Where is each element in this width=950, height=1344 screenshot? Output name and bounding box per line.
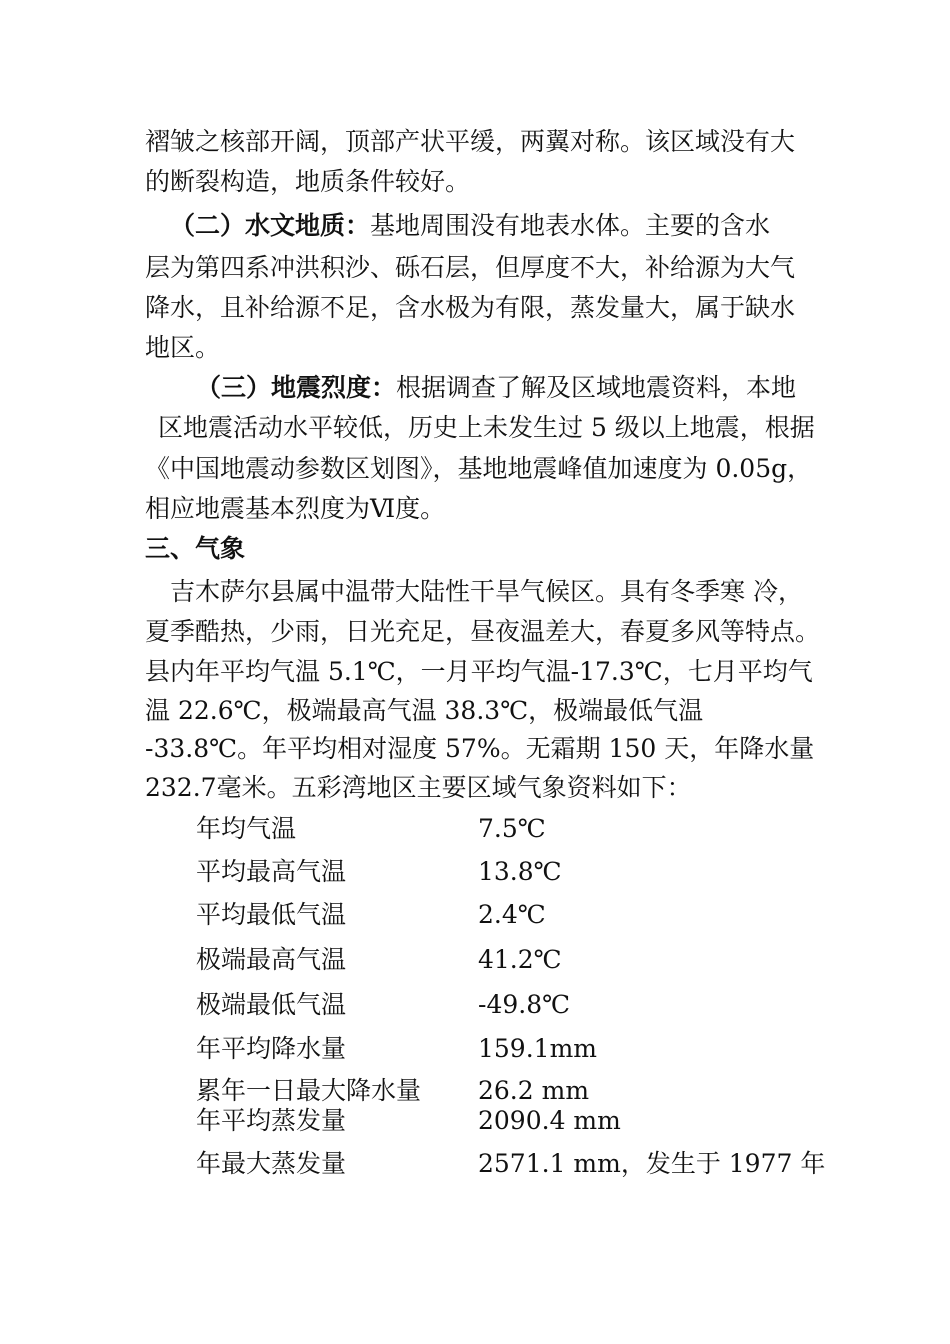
- seismic-paragraph-line-1: [196, 372, 796, 404]
- climate-row-label: 累年一日最大降水量: [196, 1076, 422, 1105]
- climate-row-label: 极端最低气温: [196, 990, 347, 1019]
- climate-row-label: 平均最低气温: [196, 900, 347, 929]
- hydrology-line-3: 降水，且补给源不足，含水极为有限，蒸发量大，属于缺水: [145, 293, 796, 322]
- seismic-line-4: 相应地震基本烈度为Ⅵ度。: [145, 494, 446, 523]
- climate-heading: 三、气象: [145, 534, 246, 563]
- climate-row-value: -49.8℃: [478, 990, 571, 1019]
- climate-row-value: 2.4℃: [478, 900, 546, 929]
- hydrology-heading: （二）水文地质：: [170, 211, 371, 240]
- climate-row-value: 41.2℃: [478, 945, 562, 974]
- hydrology-paragraph-line-1: [170, 210, 770, 242]
- climate-row-value: 2571.1 mm，发生于 1977 年: [478, 1149, 826, 1178]
- climate-line-6: 232.7毫米。五彩湾地区主要区域气象资料如下：: [145, 773, 692, 802]
- climate-line-5: -33.8℃。年平均相对湿度 57%。无霜期 150 天，年降水量: [145, 734, 815, 763]
- climate-row-value: 2090.4 mm: [478, 1106, 621, 1135]
- climate-row-label: 年最大蒸发量: [196, 1149, 347, 1178]
- climate-line-3: 县内年平均气温 5.1℃，一月平均气温-17.3℃，七月平均气: [145, 657, 813, 686]
- climate-row-value: 7.5℃: [478, 814, 546, 843]
- seismic-heading: （三）地震烈度：: [196, 373, 397, 402]
- climate-line-4: 温 22.6℃，极端最高气温 38.3℃，极端最低气温: [145, 696, 704, 725]
- hydrology-line-2: 层为第四系冲洪积沙、砾石层，但厚度不大，补给源为大气: [145, 253, 796, 282]
- climate-row-label: 年均气温: [196, 814, 297, 843]
- climate-row-label: 年平均蒸发量: [196, 1106, 347, 1135]
- geology-line-1: 褶皱之核部开阔，顶部产状平缓，两翼对称。该区域没有大: [145, 127, 796, 156]
- seismic-text-1: 根据调查了解及区域地震资料，本地: [396, 373, 797, 402]
- geology-line-2: 的断裂构造，地质条件较好。: [145, 167, 471, 196]
- climate-row-label: 极端最高气温: [196, 945, 347, 974]
- hydrology-line-4: 地区。: [145, 333, 221, 362]
- seismic-line-2: 区地震活动水平较低，历史上未发生过 5 级以上地震，根据: [158, 413, 815, 442]
- climate-row-value: 13.8℃: [478, 857, 562, 886]
- climate-line-2: 夏季酷热，少雨，日光充足，昼夜温差大，春夏多风等特点。: [145, 617, 821, 646]
- climate-row-value: 26.2 mm: [478, 1076, 590, 1105]
- climate-line-1: 吉木萨尔县属中温带大陆性干旱气候区。具有冬季寒 冷，: [170, 577, 803, 606]
- climate-row-label: 平均最高气温: [196, 857, 347, 886]
- hydrology-text-1: 基地周围没有地表水体。主要的含水: [370, 211, 771, 240]
- climate-row-label: 年平均降水量: [196, 1034, 347, 1063]
- climate-row-value: 159.1mm: [478, 1034, 597, 1063]
- seismic-line-3: 《中国地震动参数区划图》，基地地震峰值加速度为 0.05g，: [145, 454, 813, 483]
